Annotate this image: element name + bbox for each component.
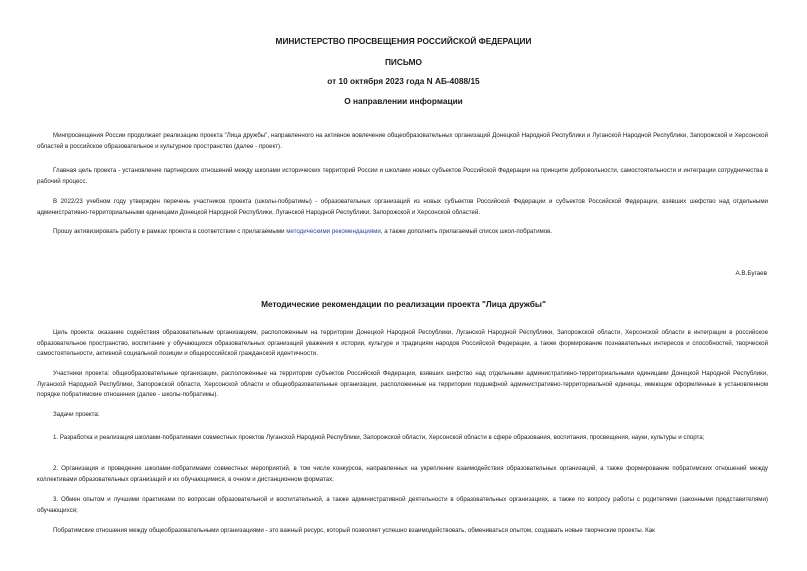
tasks-heading: Задачи проекта:	[53, 411, 100, 418]
task-item-2: 2. Организация и проведение школами-побратимами совместных мероприятий, в том числе конкурсов, направленных на укрепление взаимодействия образовательных организаций, а также формирование побратимских отношений между коллективами образовательных организаций и их обучающимися, в очном и дистанционном форматах;	[37, 465, 768, 483]
task-item-1: 1. Разработка и реализация школами-побратимами совместных проектов Луганской Народной Республики, Запорожской области, Херсонской области в сфере образования, воспитания, просвещения, науки, культуры и спорта;	[53, 434, 705, 441]
document-subject: О направлении информации	[344, 96, 463, 106]
signature: А.В.Бугаев	[735, 270, 767, 277]
letter-paragraph-4	[37, 227, 768, 238]
recommendations-link[interactable]: методическими рекомендациями	[286, 228, 381, 235]
project-participants-paragraph: Участники проекта: общеобразовательные организации, расположенные на территории субъектов Российской Федерации, взявших шефство над отдельными административно-территориальными единицами Донецкой Народной Республики, Луганской Народной Республики, Запорожской области, Херсонской области и общеобразовательные организации, расположенные на территории подшефной административно-территориальной единицы, имеющие оформленные в установленном порядке побратимские отношения (далее - школы-побратимы).	[37, 370, 768, 398]
task-item-3: 3. Обмен опытом и лучшими практиками по вопросам образовательной и воспитательной, а также административной деятельности в образовательных организациях, а также по вопросу работы с родителями (законными представителями) обучающихся;	[37, 496, 768, 514]
ministry-title: МИНИСТЕРСТВО ПРОСВЕЩЕНИЯ РОССИЙСКОЙ ФЕДЕРАЦИИ	[275, 36, 532, 46]
document-type: ПИСЬМО	[384, 57, 423, 67]
letter-paragraph-1: Минпросвещения России продолжает реализацию проекта "Лица дружбы", направленного на активное вовлечение общеобразовательных организаций Донецкой Народной Республики и Луганской Народной Республики, Запорожской и Херсонской областей в российское образовательное и культурное пространство (далее - проект).	[37, 132, 768, 150]
paragraph-text-before-link: Прошу активизировать работу в рамках проекта в соответствии с прилагаемыми	[53, 228, 287, 235]
letter-paragraph-2: Главная цель проекта - установление партнерских отношений между школами исторических территорий России и школами новых субъектов Российской Федерации на принципе добровольности, самостоятельности и интеграции сотрудничества в рабочий процесс.	[37, 167, 768, 185]
document-date-number: от 10 октября 2023 года N АБ-4088/15	[327, 76, 480, 86]
recommendations-title: Методические рекомендации по реализации проекта "Лица дружбы"	[261, 299, 546, 309]
project-goal-paragraph: Цель проекта: оказание содействия образовательным организациям, расположенным на территории Донецкой Народной Республики, Луганской Народной Республики, Запорожской области, Херсонской области в интеграции в российское образовательное пространство, воспитание у обучающихся образовательных организаций уважения к истории, культуре и традициям народов Российской Федерации, а также формирование познавательных интересов и способностей, творческой самостоятельности, активной социальной позиции и общероссийской гражданской идентичности.	[37, 329, 768, 357]
letter-paragraph-3: В 2022/23 учебном году утвержден перечень участников проекта (школы-побратимы) - образовательных организаций из новых субъектов Российской Федерации и субъектов Российской Федерации, взявших шефство над отдельными административно-территориальными единицами Донецкой Народной Республики, Луганской Народной Республики, Запорожской и Херсонской областей.	[37, 198, 768, 216]
closing-paragraph: Побратимские отношения между общеобразовательными организациями - это важный ресурс, который позволяет успешно взаимодействовать, обмениваться опытом, создавать новые творческие проекты. Как	[53, 527, 655, 534]
paragraph-text-after-link: , а также дополнить прилагаемый список школ-побратимов.	[380, 228, 553, 235]
